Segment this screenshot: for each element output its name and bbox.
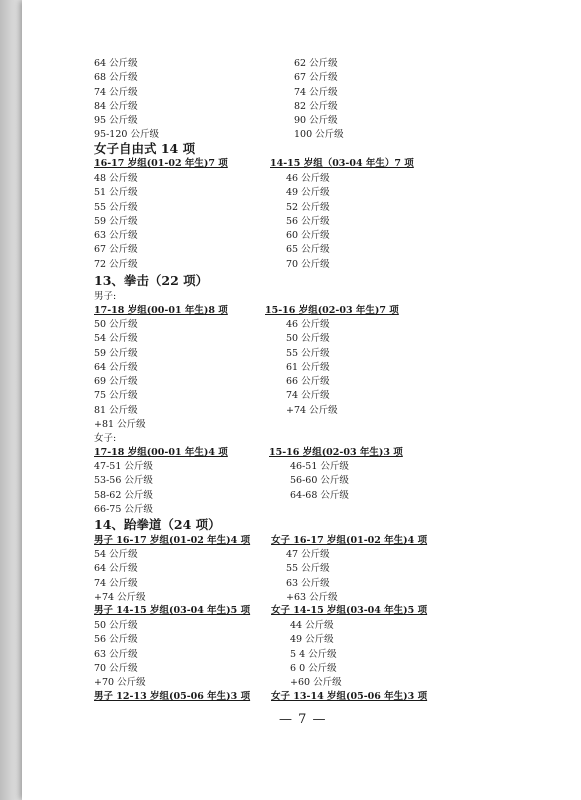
group-header: 15-16 岁组(02-03 年生)7 项 <box>265 305 399 316</box>
weight-class-item: 6 0 公斤级 <box>290 662 337 674</box>
weight-class-item: 47 公斤级 <box>286 549 330 560</box>
weight-class-item: 60 公斤级 <box>286 230 330 241</box>
weight-class-item: +63 公斤级 <box>286 591 338 603</box>
group-header: 男子 12-13 岁组(05-06 年生)3 项 <box>94 691 251 702</box>
weight-class-item: 50 公斤级 <box>94 319 138 330</box>
group-header: 14-15 岁组（03-04 年生）7 项 <box>270 158 414 169</box>
weight-class-item: 48 公斤级 <box>94 173 138 184</box>
weight-class-item: +74 公斤级 <box>94 591 146 603</box>
weight-class-item: 63 公斤级 <box>94 230 138 241</box>
group-label: 女子: <box>94 433 117 444</box>
weight-class-item: 59 公斤级 <box>94 347 138 359</box>
weight-class-item: 52 公斤级 <box>286 201 330 213</box>
weight-class-item: 56 公斤级 <box>94 634 138 646</box>
weight-class-item: 95 公斤级 <box>94 115 138 126</box>
weight-class-item: 55 公斤级 <box>286 563 330 575</box>
weight-class-item: 65 公斤级 <box>286 244 330 256</box>
weight-class-item: 74 公斤级 <box>294 86 338 98</box>
group-header: 16-17 岁组(01-02 年生)7 项 <box>94 158 228 169</box>
weight-class-item: 47-51 公斤级 <box>94 461 153 472</box>
weight-class-item: 53-56 公斤级 <box>94 475 153 487</box>
weight-class-item: 49 公斤级 <box>286 187 330 199</box>
group-header: 女子 14-15 岁组(03-04 年生)5 项 <box>271 605 428 616</box>
page-number: — 7 — <box>279 712 327 727</box>
weight-class-item: +60 公斤级 <box>290 677 342 688</box>
weight-class-item: 56-60 公斤级 <box>290 475 349 487</box>
weight-class-item: 95-120 公斤级 <box>94 129 159 141</box>
weight-class-item: 64-68 公斤级 <box>290 489 349 501</box>
weight-class-item: 90 公斤级 <box>294 115 338 126</box>
weight-class-item: 100 公斤级 <box>294 129 344 141</box>
weight-class-item: 82 公斤级 <box>294 100 338 112</box>
weight-class-item: 64 公斤级 <box>94 361 138 373</box>
group-header: 女子 13-14 岁组(05-06 年生)3 项 <box>271 691 428 702</box>
weight-class-item: 64 公斤级 <box>94 58 138 69</box>
weight-class-item: 75 公斤级 <box>94 390 138 402</box>
weight-class-item: 50 公斤级 <box>94 620 138 631</box>
weight-class-item: 56 公斤级 <box>286 215 330 227</box>
weight-class-item: 70 公斤级 <box>286 258 330 270</box>
weight-class-item: 58-62 公斤级 <box>94 489 153 501</box>
weight-class-item: 55 公斤级 <box>286 347 330 359</box>
section-title: 14、跆拳道（24 项） <box>94 517 221 532</box>
weight-class-item: 70 公斤级 <box>94 662 138 674</box>
weight-class-item: 72 公斤级 <box>94 258 138 270</box>
weight-class-item: 5 4 公斤级 <box>290 648 337 660</box>
weight-class-item: 74 公斤级 <box>94 577 138 589</box>
weight-class-item: 55 公斤级 <box>94 201 138 213</box>
weight-class-item: 63 公斤级 <box>286 577 330 589</box>
weight-class-item: 61 公斤级 <box>286 361 330 373</box>
weight-class-item: 50 公斤级 <box>286 333 330 345</box>
group-header: 17-18 岁组(00-01 年生)8 项 <box>94 305 228 316</box>
weight-class-item: 74 公斤级 <box>286 390 330 402</box>
weight-class-item: 46 公斤级 <box>286 173 330 184</box>
weight-class-item: 66-75 公斤级 <box>94 503 153 515</box>
weight-class-item: 84 公斤级 <box>94 100 138 112</box>
weight-class-item: 64 公斤级 <box>94 563 138 575</box>
group-header: 男子 16-17 岁组(01-02 年生)4 项 <box>94 535 251 546</box>
weight-class-item: +81 公斤级 <box>94 418 146 430</box>
weight-class-item: 81 公斤级 <box>94 404 138 416</box>
section-title: 13、拳击（22 项） <box>94 273 209 288</box>
weight-class-item: 59 公斤级 <box>94 215 138 227</box>
weight-class-item: 66 公斤级 <box>286 376 330 387</box>
group-header: 15-16 岁组(02-03 年生)3 项 <box>269 447 403 458</box>
weight-class-item: 49 公斤级 <box>290 634 334 646</box>
weight-class-item: 51 公斤级 <box>94 187 138 199</box>
weight-class-item: 46-51 公斤级 <box>290 461 349 472</box>
group-header: 17-18 岁组(00-01 年生)4 项 <box>94 447 228 458</box>
weight-class-item: 44 公斤级 <box>290 620 334 631</box>
weight-class-item: 54 公斤级 <box>94 549 138 560</box>
binding-gutter <box>0 0 22 800</box>
group-header: 男子 14-15 岁组(03-04 年生)5 项 <box>94 605 251 616</box>
group-header: 女子 16-17 岁组(01-02 年生)4 项 <box>271 535 428 546</box>
weight-class-item: 46 公斤级 <box>286 319 330 330</box>
weight-class-item: 69 公斤级 <box>94 376 138 387</box>
weight-class-item: 62 公斤级 <box>294 58 338 69</box>
weight-class-item: +74 公斤级 <box>286 404 338 416</box>
weight-class-item: +70 公斤级 <box>94 677 146 688</box>
weight-class-item: 67 公斤级 <box>294 72 338 84</box>
weight-class-item: 74 公斤级 <box>94 86 138 98</box>
group-label: 男子: <box>94 291 117 302</box>
section-title: 女子自由式 14 项 <box>94 141 196 156</box>
weight-class-item: 63 公斤级 <box>94 648 138 660</box>
weight-class-item: 67 公斤级 <box>94 244 138 256</box>
weight-class-item: 68 公斤级 <box>94 72 138 84</box>
weight-class-item: 54 公斤级 <box>94 333 138 345</box>
